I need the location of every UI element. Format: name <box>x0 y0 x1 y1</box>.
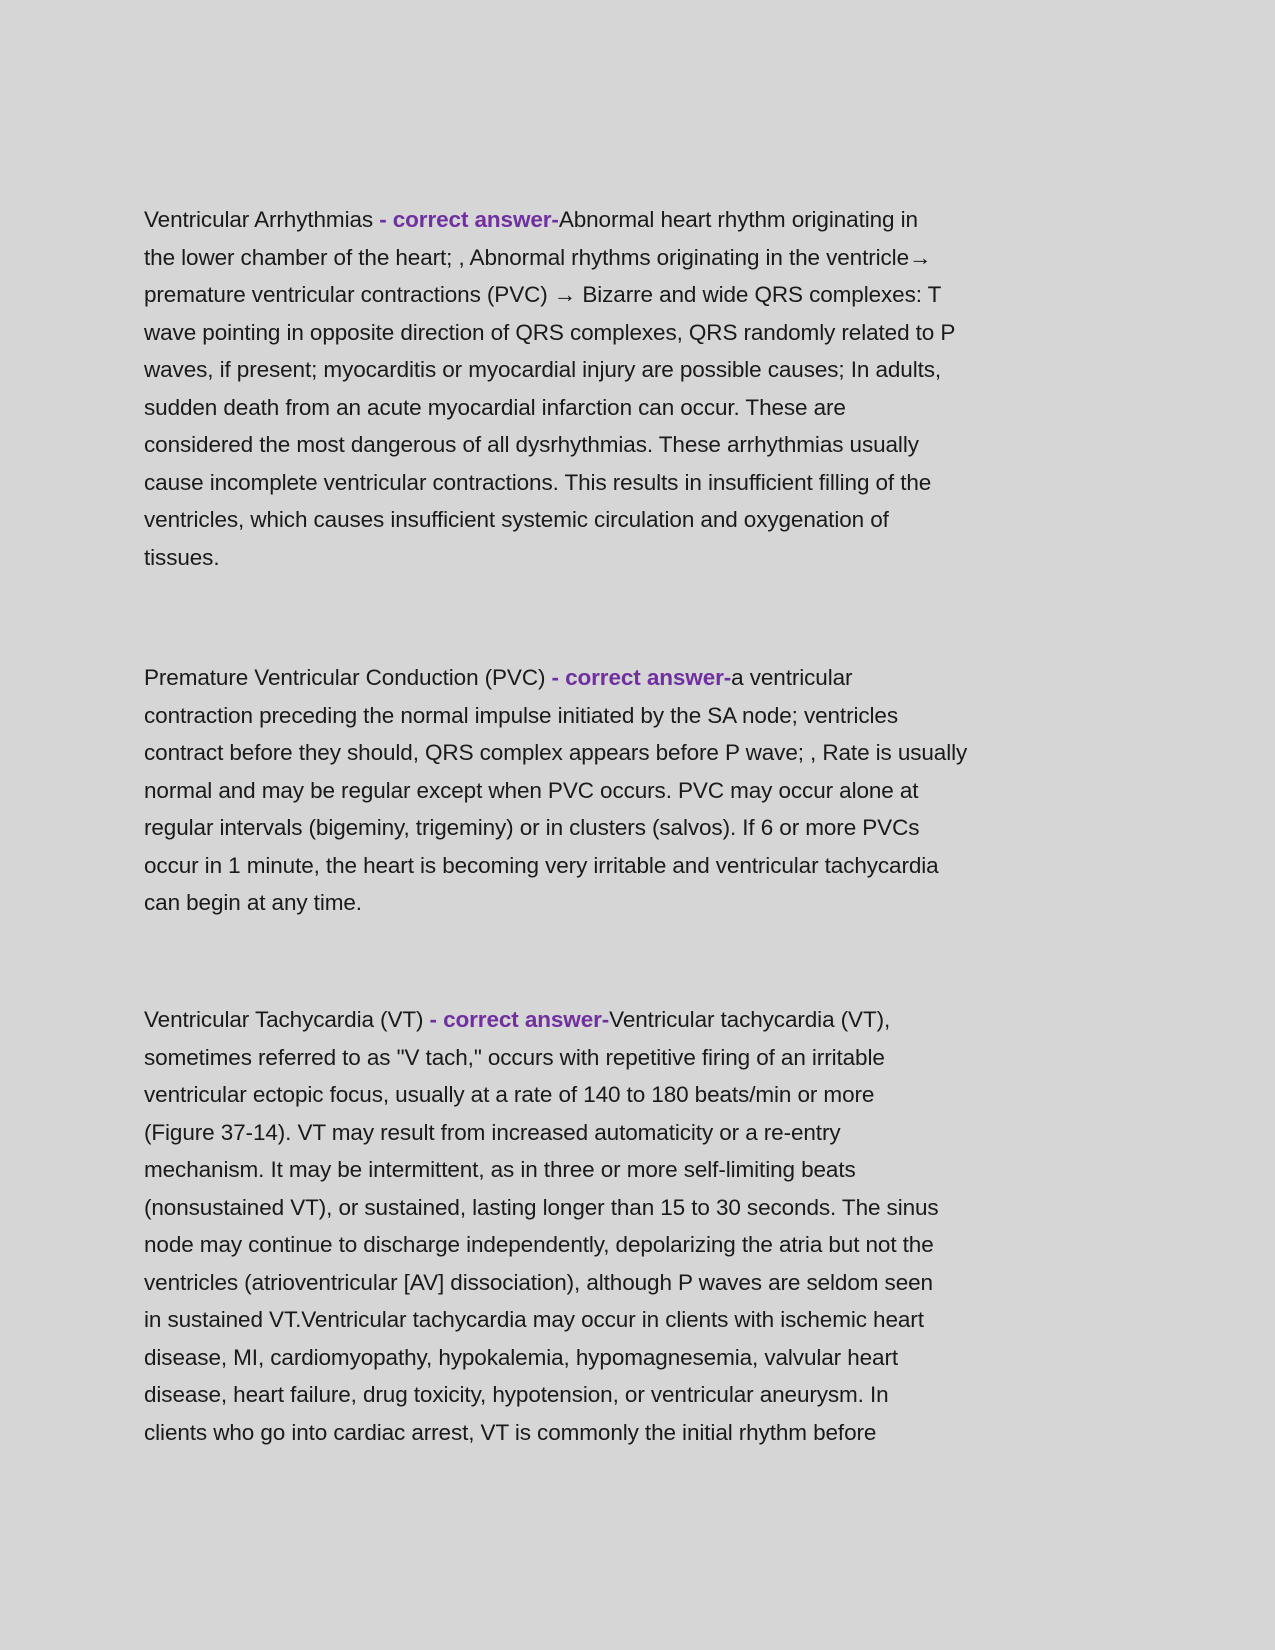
text-line <box>144 464 1154 502</box>
correct-answer-marker: - correct answer- <box>551 665 732 690</box>
paragraph-ventricular-tachycardia-vt <box>144 1001 1154 1451</box>
text-run: disease, heart failure, drug toxicity, hypotension, or ventricular aneurysm. In <box>144 1382 889 1407</box>
text-line <box>144 1264 1154 1302</box>
text-run: can begin at any time. <box>144 890 362 915</box>
text-run: (Figure 37-14). VT may result from increased automaticity or a re-entry <box>144 1119 841 1145</box>
text-run: Ventricular tachycardia (VT), <box>609 1007 891 1032</box>
text-run: premature ventricular contractions (PVC) → Bizarre and wide QRS complexes: T <box>144 282 942 307</box>
text-line <box>144 539 1154 577</box>
text-line <box>144 884 1154 922</box>
text-run: ventricles, which causes insufficient systemic circulation and oxygenation of <box>144 507 889 532</box>
text-line <box>144 772 1154 810</box>
text-line <box>144 239 1154 277</box>
text-line <box>144 1076 1154 1114</box>
text-line <box>144 847 1154 885</box>
text-line <box>144 1114 1154 1152</box>
text-line <box>144 809 1154 847</box>
correct-answer-marker: - correct answer- <box>379 207 559 232</box>
text-line <box>144 1001 1154 1039</box>
text-run: contract before they should, QRS complex appears before P wave; , Rate is usually <box>144 740 968 765</box>
text-run: Ventricular Arrhythmias <box>144 207 380 232</box>
text-line <box>144 276 1154 314</box>
text-line <box>144 1226 1154 1264</box>
text-line <box>144 1189 1154 1227</box>
text-run: Ventricular Tachycardia (VT) <box>144 1007 430 1032</box>
text-run: tissues. <box>144 544 220 570</box>
text-run: sometimes referred to as "V tach," occurs with repetitive firing of an irritable <box>144 1044 885 1070</box>
text-line <box>144 1414 1154 1452</box>
text-line <box>144 659 1154 697</box>
paragraph-premature-ventricular-conduction-pvc <box>144 659 1154 922</box>
text-run: in sustained VT.Ventricular tachycardia may occur in clients with ischemic heart <box>144 1307 924 1332</box>
text-run: waves, if present; myocarditis or myocardial injury are possible causes; In adults, <box>144 357 942 382</box>
text-run: regular intervals (bigeminy, trigeminy) or in clusters (salvos). If 6 or more PVCs <box>144 815 920 840</box>
text-run: (nonsustained VT), or sustained, lasting longer than 15 to 30 seconds. The sinus <box>144 1194 939 1220</box>
text-run: Abnormal heart rhythm originating in <box>558 207 918 232</box>
text-line <box>144 1039 1154 1077</box>
correct-answer-marker: - correct answer- <box>429 1007 610 1032</box>
text-run: the lower chamber of the heart; , Abnormal rhythms originating in the ventricle→ <box>144 244 932 270</box>
text-line <box>144 1376 1154 1414</box>
text-run: Premature Ventricular Conduction (PVC) <box>144 665 552 690</box>
text-line <box>144 351 1154 389</box>
text-line <box>144 426 1154 464</box>
text-run: sudden death from an acute myocardial infarction can occur. These are <box>144 394 846 420</box>
text-line <box>144 501 1154 539</box>
text-line <box>144 1339 1154 1377</box>
text-run: ventricles (atrioventricular [AV] dissociation), although P waves are seldom seen <box>144 1269 933 1295</box>
text-run: node may continue to discharge independently, depolarizing the atria but not the <box>144 1232 934 1257</box>
text-run: ventricular ectopic focus, usually at a rate of 140 to 180 beats/min or more <box>144 1082 875 1107</box>
text-run: considered the most dangerous of all dysrhythmias. These arrhythmias usually <box>144 432 919 457</box>
text-line <box>144 314 1154 352</box>
paragraph-ventricular-arrhythmias <box>144 201 1154 576</box>
text-run: contraction preceding the normal impulse initiated by the SA node; ventricles <box>144 702 898 728</box>
text-line <box>144 734 1154 772</box>
text-run: disease, MI, cardiomyopathy, hypokalemia, hypomagnesemia, valvular heart <box>144 1344 899 1370</box>
text-run: a ventricular <box>731 665 853 690</box>
text-line <box>144 1151 1154 1189</box>
text-run: wave pointing in opposite direction of QRS complexes, QRS randomly related to P <box>144 319 956 345</box>
text-run: normal and may be regular except when PVC occurs. PVC may occur alone at <box>144 777 919 803</box>
text-run: clients who go into cardiac arrest, VT is commonly the initial rhythm before <box>144 1419 877 1445</box>
text-run: cause incomplete ventricular contractions. This results in insufficient filling of the <box>144 469 932 495</box>
text-run: mechanism. It may be intermittent, as in three or more self-limiting beats <box>144 1157 856 1182</box>
text-line <box>144 697 1154 735</box>
text-line <box>144 389 1154 427</box>
text-run: occur in 1 minute, the heart is becoming very irritable and ventricular tachycardia <box>144 852 939 878</box>
text-line <box>144 1301 1154 1339</box>
text-line <box>144 201 1154 239</box>
